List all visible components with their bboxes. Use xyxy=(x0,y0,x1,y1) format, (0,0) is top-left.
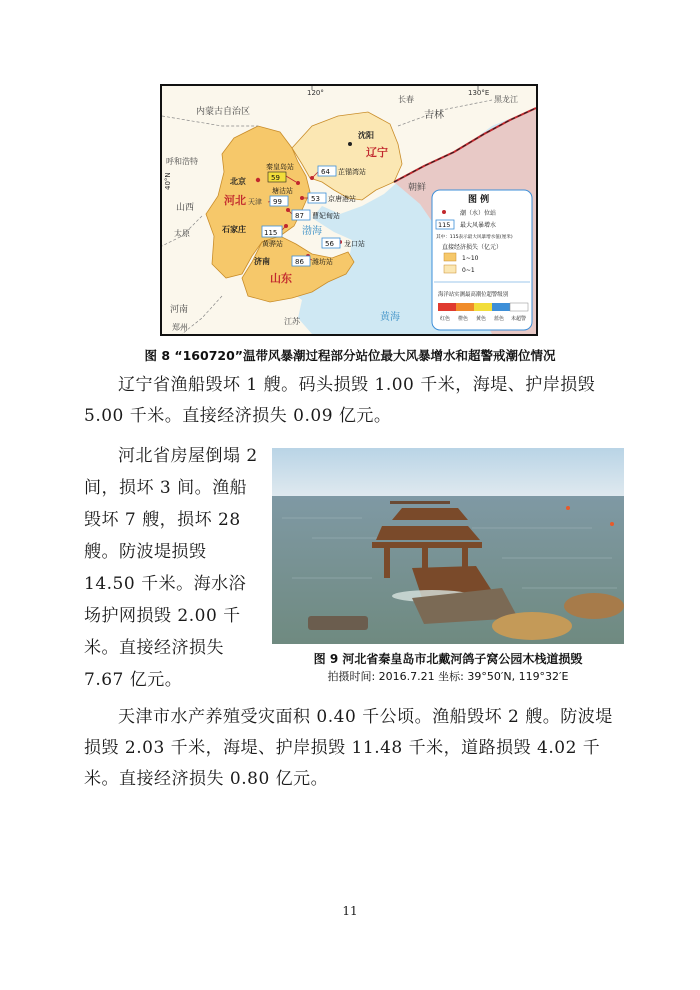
label-yellow-sea: 黄海 xyxy=(380,312,400,323)
boardwalk-damage-photo xyxy=(272,448,624,644)
paragraph-hebei: 河北省房屋倒塌 2 间，损坏 3 间。渔船毁坏 7 艘，损坏 28 艘。防波堤损毁 14.50 千米。海水浴场护网损毁 2.00 千米。直接经济损失 7.67 亿元。 xyxy=(84,446,258,690)
station-value: 64 xyxy=(321,168,330,176)
legend-title: 图 例 xyxy=(468,195,490,205)
station-jingtanggang xyxy=(300,193,356,203)
station-value: 53 xyxy=(311,195,320,203)
station-name: 塘沽站 xyxy=(272,187,293,195)
legend-tide-station: 潮（水）位站 xyxy=(460,210,497,217)
buoy-icon xyxy=(566,506,570,510)
label-jinan: 济南 xyxy=(254,257,270,266)
station-dot-icon xyxy=(300,196,304,200)
label-shijiazhuang: 石家庄 xyxy=(222,225,246,234)
legend-level-yellow: 黄色 xyxy=(476,316,487,322)
label-shandong: 山东 xyxy=(270,272,292,285)
rock-large xyxy=(492,612,572,640)
legend-swatch-yellow xyxy=(474,303,492,311)
station-value: 59 xyxy=(271,174,280,182)
station-dot-icon xyxy=(284,224,288,228)
legend-max-surge: 最大风暴增水 xyxy=(460,222,497,229)
legend-loss-high-swatch xyxy=(444,253,456,261)
station-value: 56 xyxy=(325,240,334,248)
label-taiyuan: 太原 xyxy=(174,229,190,238)
label-zhengzhou: 郑州 xyxy=(172,323,188,332)
label-hebei: 河北 xyxy=(224,194,246,207)
lon-label-120: 120° xyxy=(307,89,324,97)
label-tianjin: 天津 xyxy=(248,198,262,206)
label-changchun: 长春 xyxy=(398,95,414,104)
figure9-meta: 拍摄时间: 2016.7.21 坐标: 39°50′N, 119°32′E xyxy=(327,670,569,683)
label-beijing: 北京 xyxy=(230,177,246,186)
station-name: 黄骅站 xyxy=(262,240,283,248)
legend-level-none: 未超警 xyxy=(511,316,527,322)
rock-right xyxy=(564,593,624,619)
station-value: 86 xyxy=(295,258,304,266)
paragraph-liaoning: 辽宁省渔船毁坏 1 艘。码头损毁 1.00 千米，海堤、护岸损毁 5.00 千米。直接经济损失 0.09 亿元。 xyxy=(84,375,596,426)
legend-loss-low: 0~1 xyxy=(462,267,475,274)
legend-swatch-red xyxy=(438,303,456,311)
station-dot-icon xyxy=(296,181,300,185)
label-liaoning: 辽宁 xyxy=(366,146,388,159)
label-shenyang: 沈阳 xyxy=(358,131,374,140)
label-henan: 河南 xyxy=(170,305,189,315)
legend-level-red: 红色 xyxy=(440,316,451,322)
legend-level-blue: 蓝色 xyxy=(494,316,505,322)
photo-svg xyxy=(272,448,624,644)
station-value: 87 xyxy=(295,212,304,220)
label-heilongjiang: 黑龙江 xyxy=(494,95,518,104)
legend-swatch-none xyxy=(510,303,528,311)
legend-swatch-blue xyxy=(492,303,510,311)
figure8-caption: 图 8 “160720”温带风暴潮过程部分站位最大风暴增水和超警戒潮位情况 xyxy=(144,348,556,363)
station-value: 115 xyxy=(264,229,278,237)
paragraph-tianjin: 天津市水产养殖受灾面积 0.40 千公顷。渔船毁坏 2 艘。防波堤损毁 2.03 千米，海堤、护岸损毁 11.48 千米，道路损毁 4.02 千米。直接经济损失 0.80 亿元。 xyxy=(84,707,613,789)
label-hohhot: 呼和浩特 xyxy=(166,157,198,166)
legend-loss-high: 1~10 xyxy=(462,255,479,262)
figure9-caption: 图 9 河北省秦皇岛市北戴河鸽子窝公园木栈道损毁 xyxy=(313,652,583,666)
station-longkou xyxy=(322,238,365,248)
legend-loss-title: 直接经济损失（亿元） xyxy=(442,244,503,251)
boardwalk-distant xyxy=(390,501,450,504)
storm-surge-map xyxy=(160,84,538,336)
legend-sample-value: 115 xyxy=(438,221,451,229)
label-north-korea: 朝鲜 xyxy=(408,183,427,193)
rock-left-slab xyxy=(308,616,368,630)
shenyang-marker-icon xyxy=(348,142,352,146)
station-dot-icon xyxy=(286,208,290,212)
station-name: 曹妃甸站 xyxy=(312,212,340,220)
map-legend xyxy=(432,190,532,330)
lat-label-40: 40°N xyxy=(164,172,172,190)
page-number: 11 xyxy=(342,904,358,918)
label-inner-mongolia: 内蒙古自治区 xyxy=(196,107,251,117)
label-jiangsu: 江苏 xyxy=(284,317,300,326)
station-value: 99 xyxy=(273,198,282,206)
map-svg xyxy=(162,86,536,334)
legend-level-orange: 橙色 xyxy=(458,316,469,322)
photo-sky xyxy=(272,448,624,496)
label-jilin: 吉林 xyxy=(424,110,444,121)
legend-warning-swatches xyxy=(438,303,528,311)
station-name: 芷锚湾站 xyxy=(338,168,366,176)
station-name: 龙口站 xyxy=(344,240,365,248)
legend-note: 其中：115表示最大风暴增水值(厘米) xyxy=(436,235,513,240)
buoy-icon xyxy=(610,522,614,526)
lon-label-130: 130°E xyxy=(468,89,490,97)
beijing-marker-icon xyxy=(256,178,260,182)
legend-warning-title: 海洋站实测最高潮位超警级别 xyxy=(438,292,509,298)
station-name: 潍坊站 xyxy=(312,258,333,266)
station-dot-icon xyxy=(310,176,314,180)
label-bohai: 渤海 xyxy=(302,226,322,237)
station-name: 京唐港站 xyxy=(328,195,356,203)
label-shanxi: 山西 xyxy=(176,203,195,213)
legend-station-icon xyxy=(442,210,446,214)
station-name: 秦皇岛站 xyxy=(266,163,294,171)
legend-swatch-orange xyxy=(456,303,474,311)
legend-loss-low-swatch xyxy=(444,265,456,273)
